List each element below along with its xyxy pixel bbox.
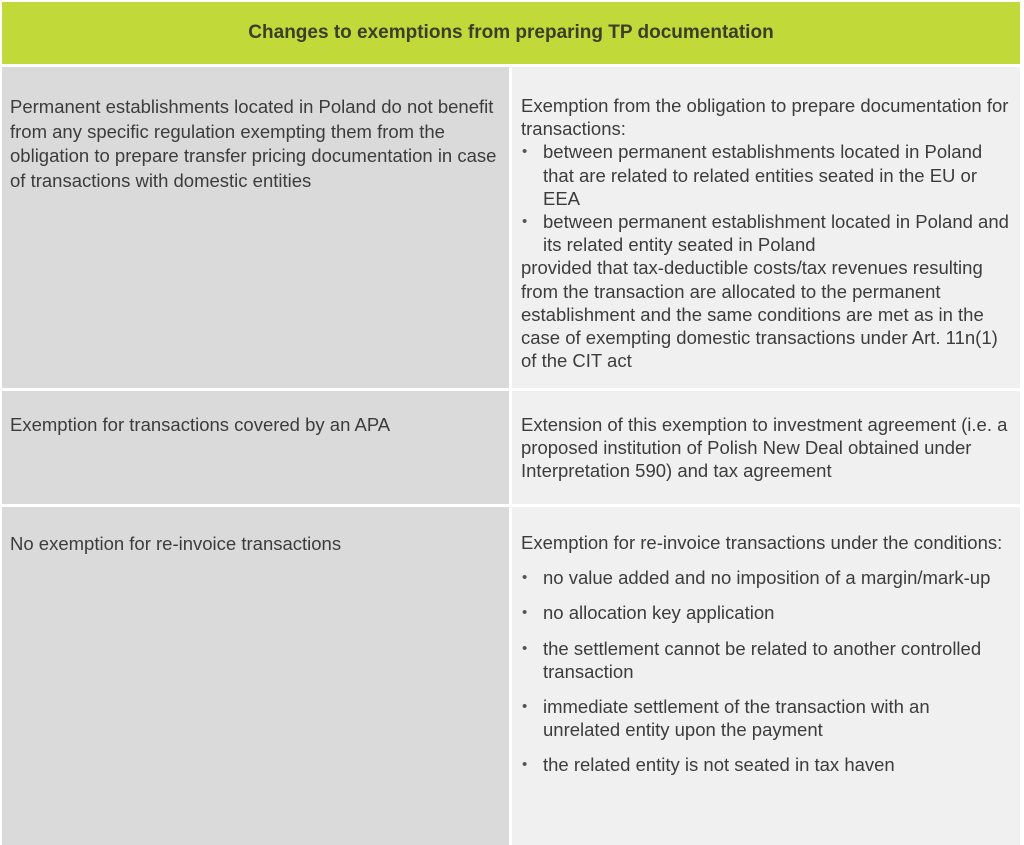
table-title: Changes to exemptions from preparing TP documentation	[2, 2, 1020, 67]
row-3-bullet-list	[521, 566, 1010, 776]
list-item: • no allocation key application	[521, 601, 1010, 624]
table-row	[2, 391, 1020, 507]
row-3-intro: Exemption for re-invoice transactions under the conditions:	[521, 532, 1003, 553]
list-item: • the settlement cannot be related to another controlled transaction	[521, 637, 1010, 683]
row-2-current-rule: Exemption for transactions covered by an APA	[2, 391, 509, 504]
list-item: • the related entity is not seated in tax haven	[521, 753, 1010, 776]
row-1-continuation: provided that tax-deductible costs/tax revenues resulting from the transaction are allocated to the permanent establishment and the same conditions are met as in the case of exempting domestic transactions under Art. 11n(1) of the CIT act	[521, 257, 998, 372]
table-row	[2, 67, 1020, 391]
row-3-change	[509, 507, 1020, 845]
list-item: • no value added and no imposition of a margin/mark-up	[521, 566, 1010, 589]
row-3-current-rule: No exemption for re-invoice transactions	[2, 507, 509, 845]
exemptions-table	[2, 2, 1020, 845]
list-item-text: between permanent establishment located in Poland and its related entity seated in Poland	[543, 211, 1009, 256]
row-1-intro: Exemption from the obligation to prepare documentation for transactions:	[521, 95, 1009, 140]
row-1-current-rule: Permanent establishments located in Poland do not benefit from any specific regulation exempting them from the obligation to prepare transfer pricing documentation in case of transactions with domestic entities	[2, 67, 509, 388]
row-1-bullet-list	[521, 140, 1010, 372]
row-2-change: Extension of this exemption to investment agreement (i.e. a proposed institution of Polish New Deal obtained under Interpretation 590) and tax agreement	[509, 391, 1020, 504]
list-item: • immediate settlement of the transaction with an unrelated entity upon the payment	[521, 695, 1010, 741]
table-row	[2, 507, 1020, 845]
list-item	[521, 210, 1010, 372]
row-1-change	[509, 67, 1020, 388]
list-item: • between permanent establishments located in Poland that are related to related entities seated in the EU or EEA	[521, 140, 1010, 210]
